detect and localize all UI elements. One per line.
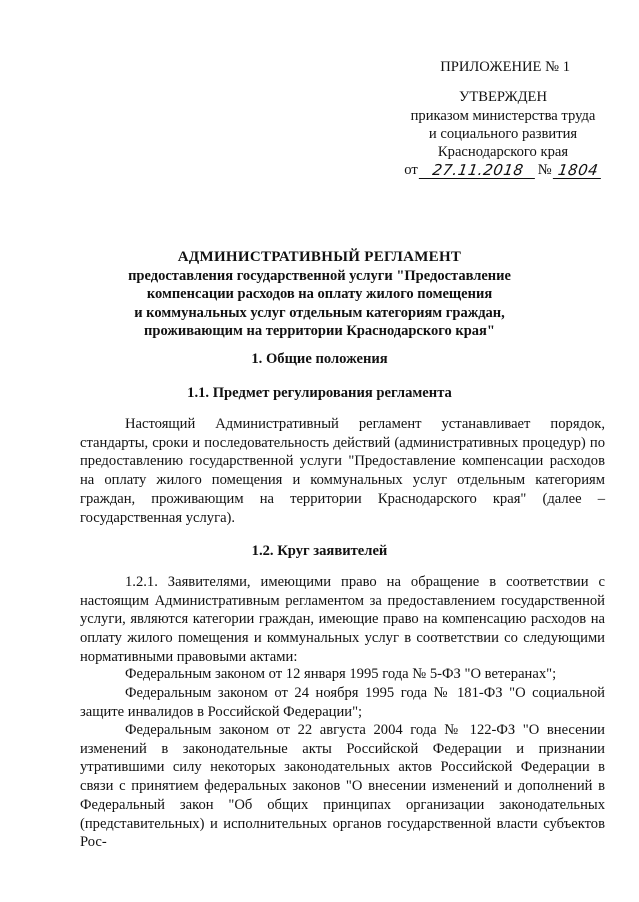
title-line-1: предоставления государственной услуги "Предоставление [128, 267, 511, 284]
paragraph-law-2: Федеральным законом от 24 ноября 1995 года № 181-ФЗ "О социальной защите инвалидов в Российской Федерации"; [80, 685, 605, 720]
approval-line-1: приказом министерства труда [410, 108, 596, 124]
annex-label: ПРИЛОЖЕНИЕ № 1 [440, 59, 570, 75]
handwritten-date: 27.11.2018 [419, 162, 537, 179]
section-heading-general: 1. Общие положения [251, 351, 388, 367]
approval-line-3: Краснодарского края [437, 144, 569, 160]
number-prefix: № [537, 162, 552, 178]
handwritten-number: 1804 [553, 162, 603, 179]
document-title [40, 248, 599, 341]
date-prefix: от [404, 162, 418, 178]
paragraph-law-3: Федеральным законом от 22 августа 2004 года № 122-ФЗ "О внесении изменений в законодательные акты Российской Федерации и признании утратившими силу некоторых законодательных актов Российской Федерации в связи с принятием федеральных законов "О внесении изменений и дополнений в Федеральный закон "Об общих принципах организации законодательных (представительных) и исполнительных органов государственной власти субъектов Рос- [80, 722, 605, 851]
approval-block [388, 58, 618, 179]
title-line-4: проживающим на территории Краснодарского края" [144, 323, 495, 339]
paragraph-applicants: 1.2.1. Заявителями, имеющими право на обращение в соответствии с настоящим Административным регламентом за предоставлением государственной услуги, являются категории граждан, имеющие право на компенсацию расходов на оплату жилого помещения и коммунальных услуг в соответствии со следующими нормативными правовыми актами: [80, 574, 605, 665]
section-heading-applicants: 1.2. Круг заявителей [251, 543, 388, 559]
approved-label: УТВЕРЖДЕН [459, 89, 547, 105]
paragraph-law-1: Федеральным законом от 12 января 1995 года № 5-ФЗ "О ветеранах"; [125, 666, 557, 682]
approval-line-2: и социального развития [428, 126, 578, 142]
paragraph-intro: Настоящий Административный регламент устанавливает порядок, стандарты, сроки и последовательность действий (административных процедур) по предоставлению государственной услуги "Предоставление компенсации расходов на оплату жилого помещения и коммунальных услуг отдельным категориям граждан, проживающим на территории Краснодарского края" (далее – государственная услуга). [80, 416, 605, 526]
title-line-3: и коммунальных услуг отдельным категориям граждан, [134, 304, 505, 321]
title-line-2: компенсации расходов на оплату жилого помещения [146, 286, 493, 302]
title-main: АДМИНИСТРАТИВНЫЙ РЕГЛАМЕНТ [177, 249, 462, 265]
section-heading-subject: 1.1. Предмет регулирования регламента [187, 385, 452, 401]
approval-date-line [388, 161, 618, 179]
